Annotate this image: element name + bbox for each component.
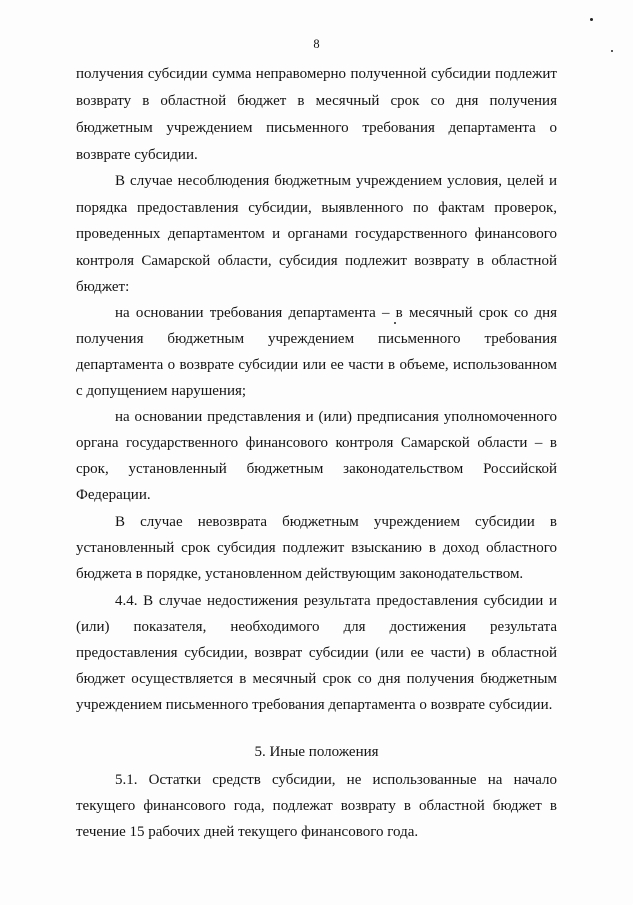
text-line: 4.4. В случае недостижения результата предоставления субсидии и <box>115 593 557 609</box>
text-line: на основании требования департамента – в месячный срок со дня <box>115 305 557 321</box>
text-line: бюджета в порядке, установленном действующим законодательством. <box>76 566 524 582</box>
text-line: срок, установленный бюджетным законодательством Российской <box>76 461 557 477</box>
text-line: 5.1. Остатки средств субсидии, не использованные на начало <box>115 772 557 788</box>
text-line: получения субсидии сумма неправомерно полученной субсидии подлежит <box>76 66 557 82</box>
text-line: с допущением нарушения; <box>76 383 247 399</box>
scan-speck <box>590 18 593 21</box>
text-line: течение 15 рабочих дней текущего финансового года. <box>76 824 419 840</box>
text-line: на основании представления и (или) предписания уполномоченного <box>115 409 557 425</box>
text-line: бюджет осуществляется в месячный срок со дня получения бюджетным <box>76 671 557 687</box>
text-line: бюджет: <box>76 279 130 295</box>
text-line: порядка предоставления субсидии, выявленного по фактам проверок, <box>76 200 557 216</box>
text-line: контроля Самарской области, субсидия подлежит возврату в областной <box>76 253 557 269</box>
text-line: текущего финансового года, подлежат возврату в областной бюджет в <box>76 798 557 814</box>
text-line: получения бюджетным учреждением письменного требования <box>76 331 557 347</box>
text-line: Федерации. <box>76 487 151 503</box>
text-line: В случае несоблюдения бюджетным учреждением условия, целей и <box>115 173 557 189</box>
text-line: предоставления субсидии, возврат субсидии (или ее части) в областной <box>76 645 557 661</box>
text-line: учреждением письменного требования департамента о возврате субсидии. <box>76 697 553 713</box>
page-number: 8 <box>313 37 320 51</box>
text-line: департамента о возврате субсидии или ее части в объеме, использованном <box>76 357 557 373</box>
text-line: установленный срок субсидия подлежит взысканию в доход областного <box>76 540 557 556</box>
text-line: В случае невозврата бюджетным учреждением субсидии в <box>115 514 557 530</box>
text-line: проведенных департаментом и органами государственного финансового <box>76 226 557 242</box>
text-line: (или) показателя, необходимого для достижения результата <box>76 619 557 635</box>
text-line: бюджетным учреждением письменного требования департамента о <box>76 120 557 136</box>
text-line: органа государственного финансового контроля Самарской области – в <box>76 435 557 451</box>
text-line: возврате субсидии. <box>76 147 198 163</box>
section-heading: 5. Иные положения <box>254 744 379 760</box>
text-line: возврату в областной бюджет в месячный срок со дня получения <box>76 93 557 109</box>
scan-speck <box>611 50 613 52</box>
